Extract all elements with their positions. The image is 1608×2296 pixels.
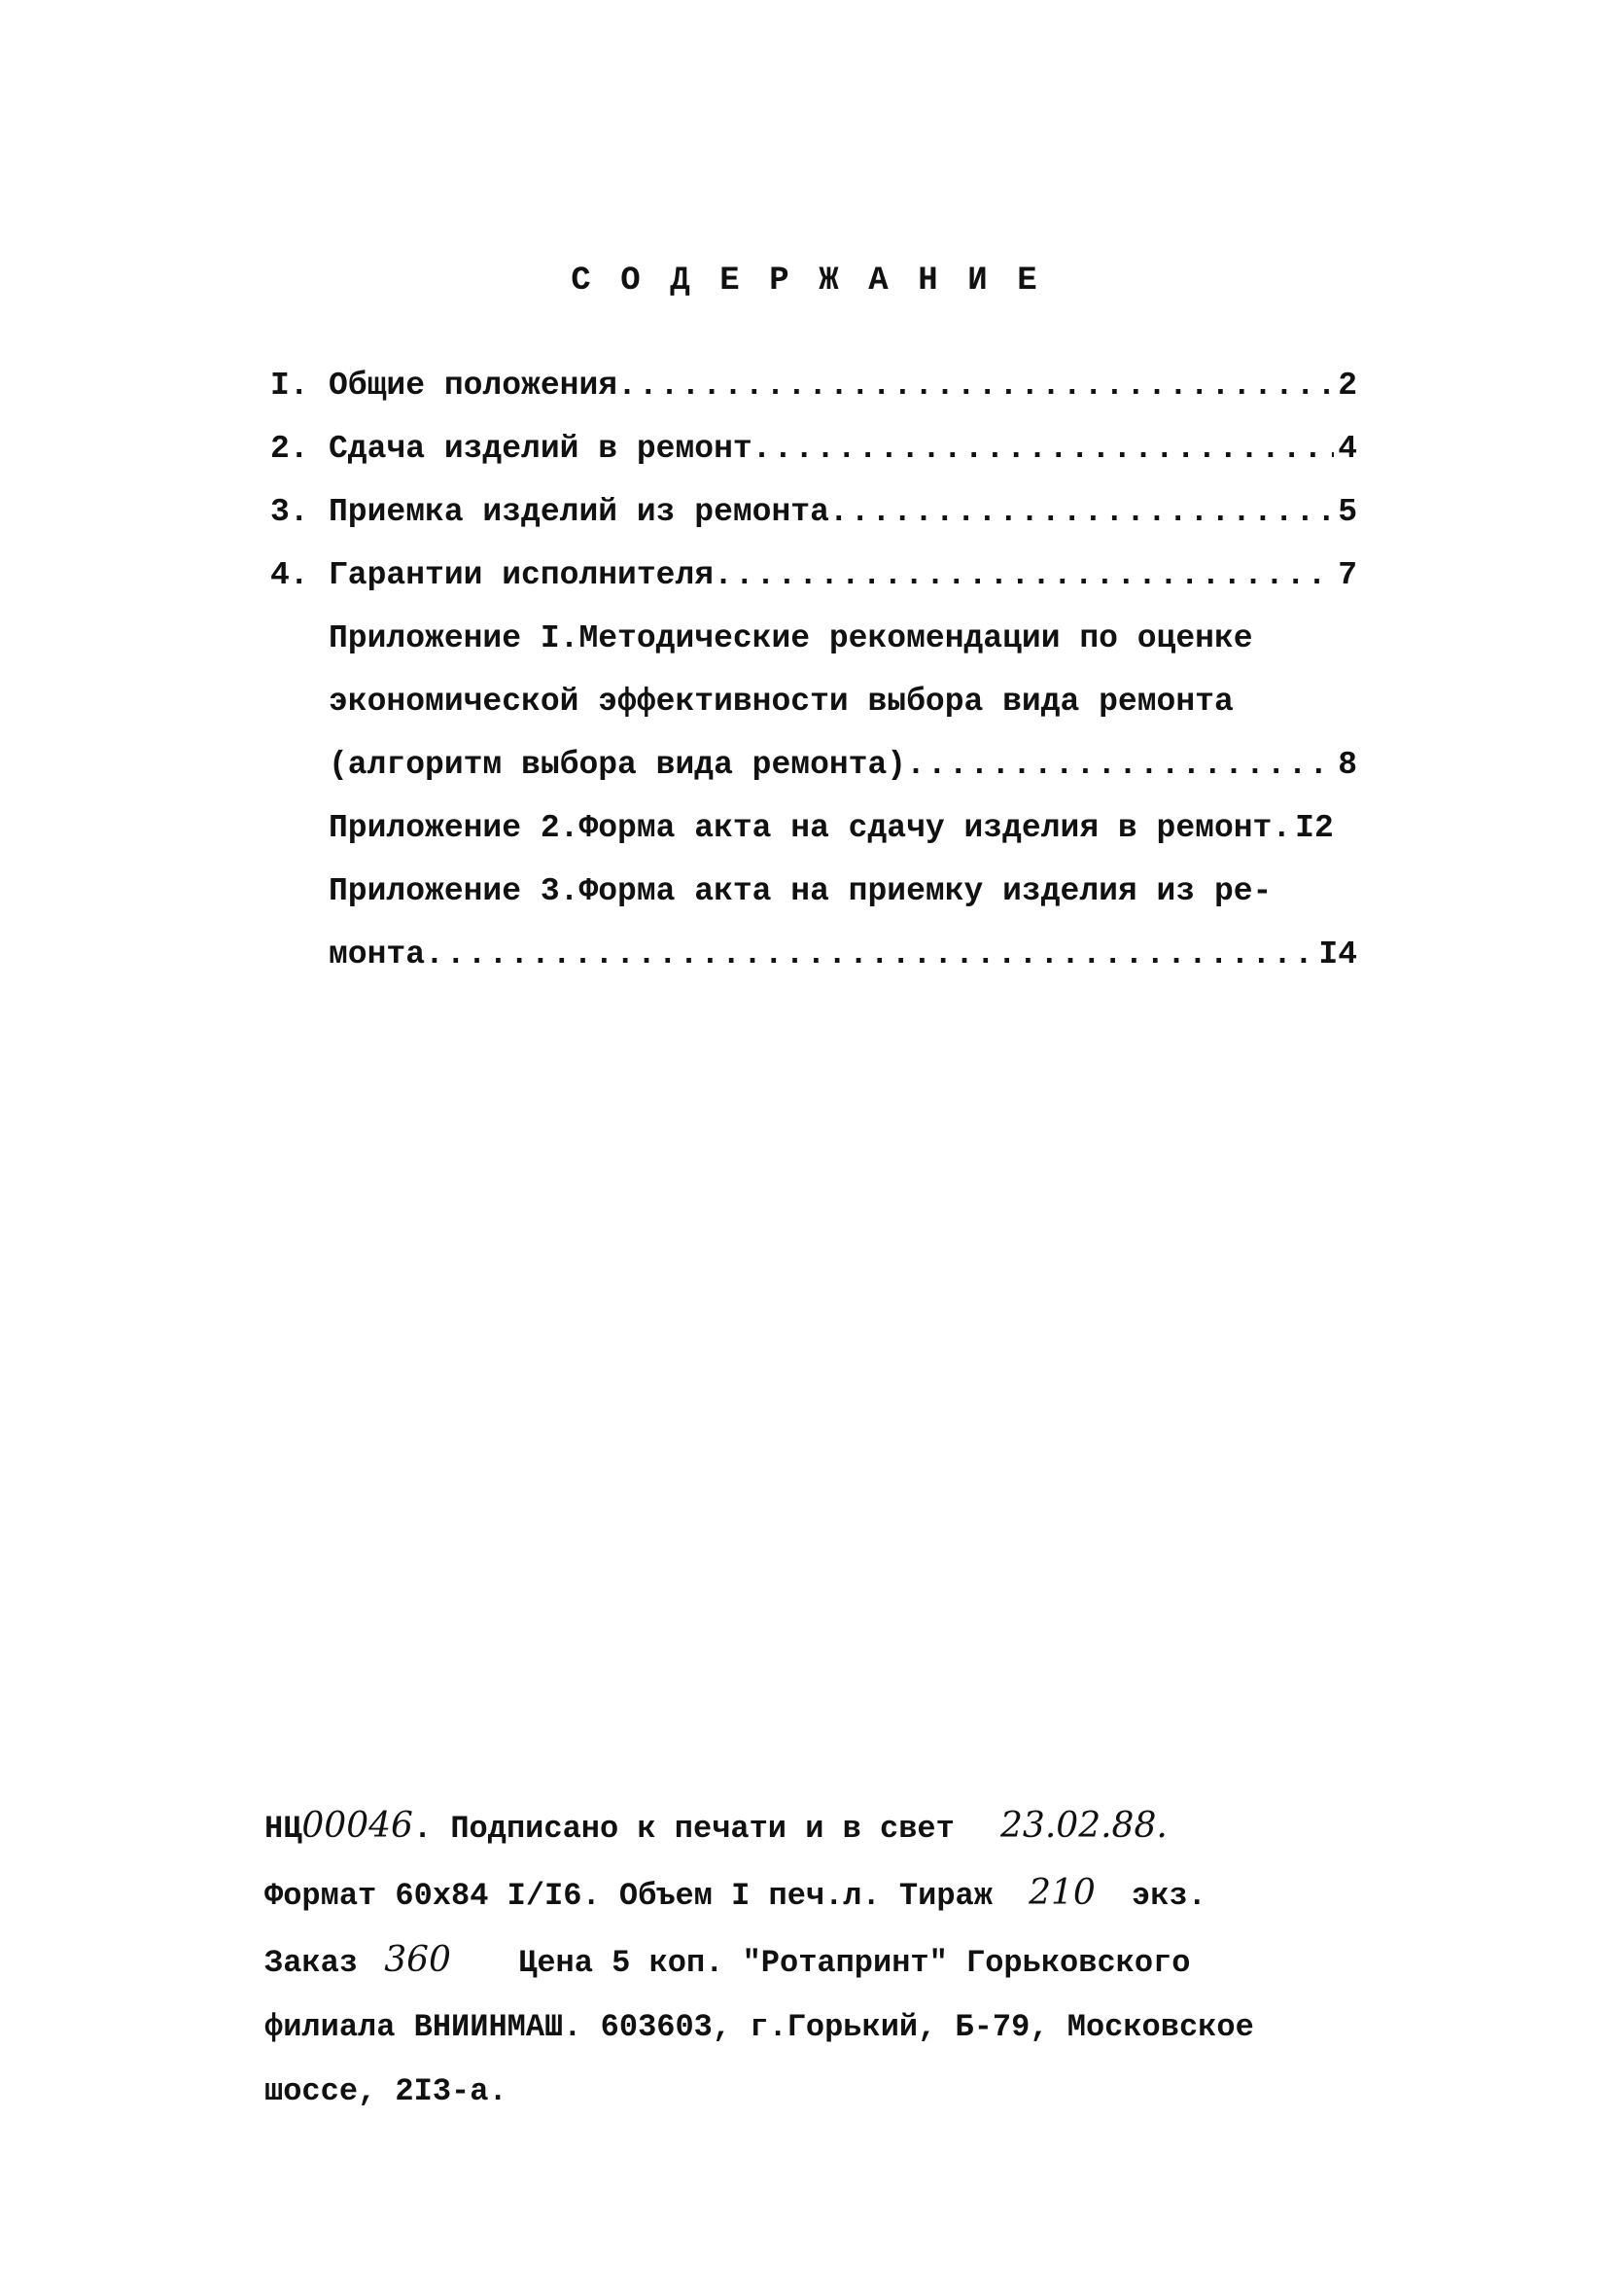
imprint-text: экз.: [1132, 1878, 1206, 1914]
toc-entry-title: Приложение 2.Форма акта на сдачу изделия в ремонт.: [329, 810, 1292, 846]
toc-entry-title: Сдача изделий в ремонт: [329, 431, 752, 467]
toc-entry-title: Приложение 3.Форма акта на приемку изделия из ре-: [329, 873, 1273, 909]
toc-entry-number: I.: [270, 368, 309, 404]
toc-entry-title: Гарантии исполнителя: [329, 557, 715, 593]
toc-entry: [270, 368, 1357, 431]
toc-leader-dots: [829, 494, 1334, 530]
imprint-print-run: 210: [1029, 1873, 1096, 1913]
toc-entry: [270, 494, 1357, 557]
toc-entry: [270, 557, 1357, 620]
toc-leader-dots: [714, 557, 1334, 593]
imprint-text: Формат 60х84 I/I6. Объем I печ.л. Тираж: [264, 1878, 993, 1914]
toc-entry-number: 4.: [270, 557, 309, 593]
table-of-contents: [270, 368, 1357, 1000]
toc-entry: [270, 431, 1357, 494]
toc-leader-dots: [425, 936, 1314, 972]
toc-entry-title-continued: монта: [329, 936, 426, 972]
toc-entry-line: [270, 936, 1357, 1000]
imprint-prefix: НЦ: [264, 1811, 302, 1847]
toc-leader-dots: [752, 431, 1335, 467]
imprint-signed-date: 23.02.88.: [1000, 1806, 1168, 1846]
imprint-order-number: 360: [384, 1940, 451, 1980]
imprint-text: шоссе, 2I3-а.: [264, 2073, 507, 2109]
toc-entry-number: 2.: [270, 431, 309, 467]
page-title: СОДЕРЖАНИЕ: [571, 263, 1067, 300]
imprint-text: . Подписано к печати и в свет: [412, 1811, 955, 1847]
toc-entry-page: 2: [1338, 368, 1357, 404]
imprint-line: [264, 2060, 1334, 2124]
toc-entry-page: 4: [1338, 431, 1357, 467]
toc-entry-page: I4: [1318, 936, 1357, 972]
toc-entry-line: [270, 747, 1357, 810]
imprint-text: Цена 5 коп. "Ротапринт" Горьковского: [518, 1945, 1191, 1981]
toc-entry-title-continued: экономической эффективности выбора вида ремонта: [329, 684, 1234, 720]
imprint-code: 00046: [301, 1806, 413, 1846]
imprint-line: [264, 1996, 1334, 2060]
toc-entry-title: Общие положения: [329, 368, 618, 404]
toc-entry-title: Приемка изделий из ремонта: [329, 494, 829, 530]
toc-entry-page: I2: [1295, 810, 1334, 846]
toc-leader-dots: [906, 747, 1334, 783]
toc-entry-line: [270, 684, 1357, 747]
toc-entry-page: 7: [1338, 557, 1357, 593]
imprint-text: филиала ВНИИНМАШ. 603603, г.Горький, Б-79, Московское: [264, 2009, 1254, 2045]
imprint-line: [264, 1794, 1334, 1861]
imprint-text: Заказ: [264, 1945, 359, 1981]
toc-entry-number: 3.: [270, 494, 309, 530]
imprint-line: [264, 1861, 1334, 1928]
toc-leader-dots: [617, 368, 1334, 404]
toc-entry-line: [270, 873, 1357, 936]
toc-entry-line: [270, 620, 1357, 684]
toc-entry-page: 8: [1338, 747, 1357, 783]
publication-imprint: [264, 1794, 1334, 2124]
toc-entry-title-continued: (алгоритм выбора вида ремонта): [329, 747, 907, 783]
toc-entry-page: 5: [1338, 494, 1357, 530]
toc-entry-line: [270, 810, 1357, 873]
toc-entry-title: Приложение I.Методические рекомендации по оценке: [329, 620, 1253, 656]
imprint-line: [264, 1928, 1334, 1996]
